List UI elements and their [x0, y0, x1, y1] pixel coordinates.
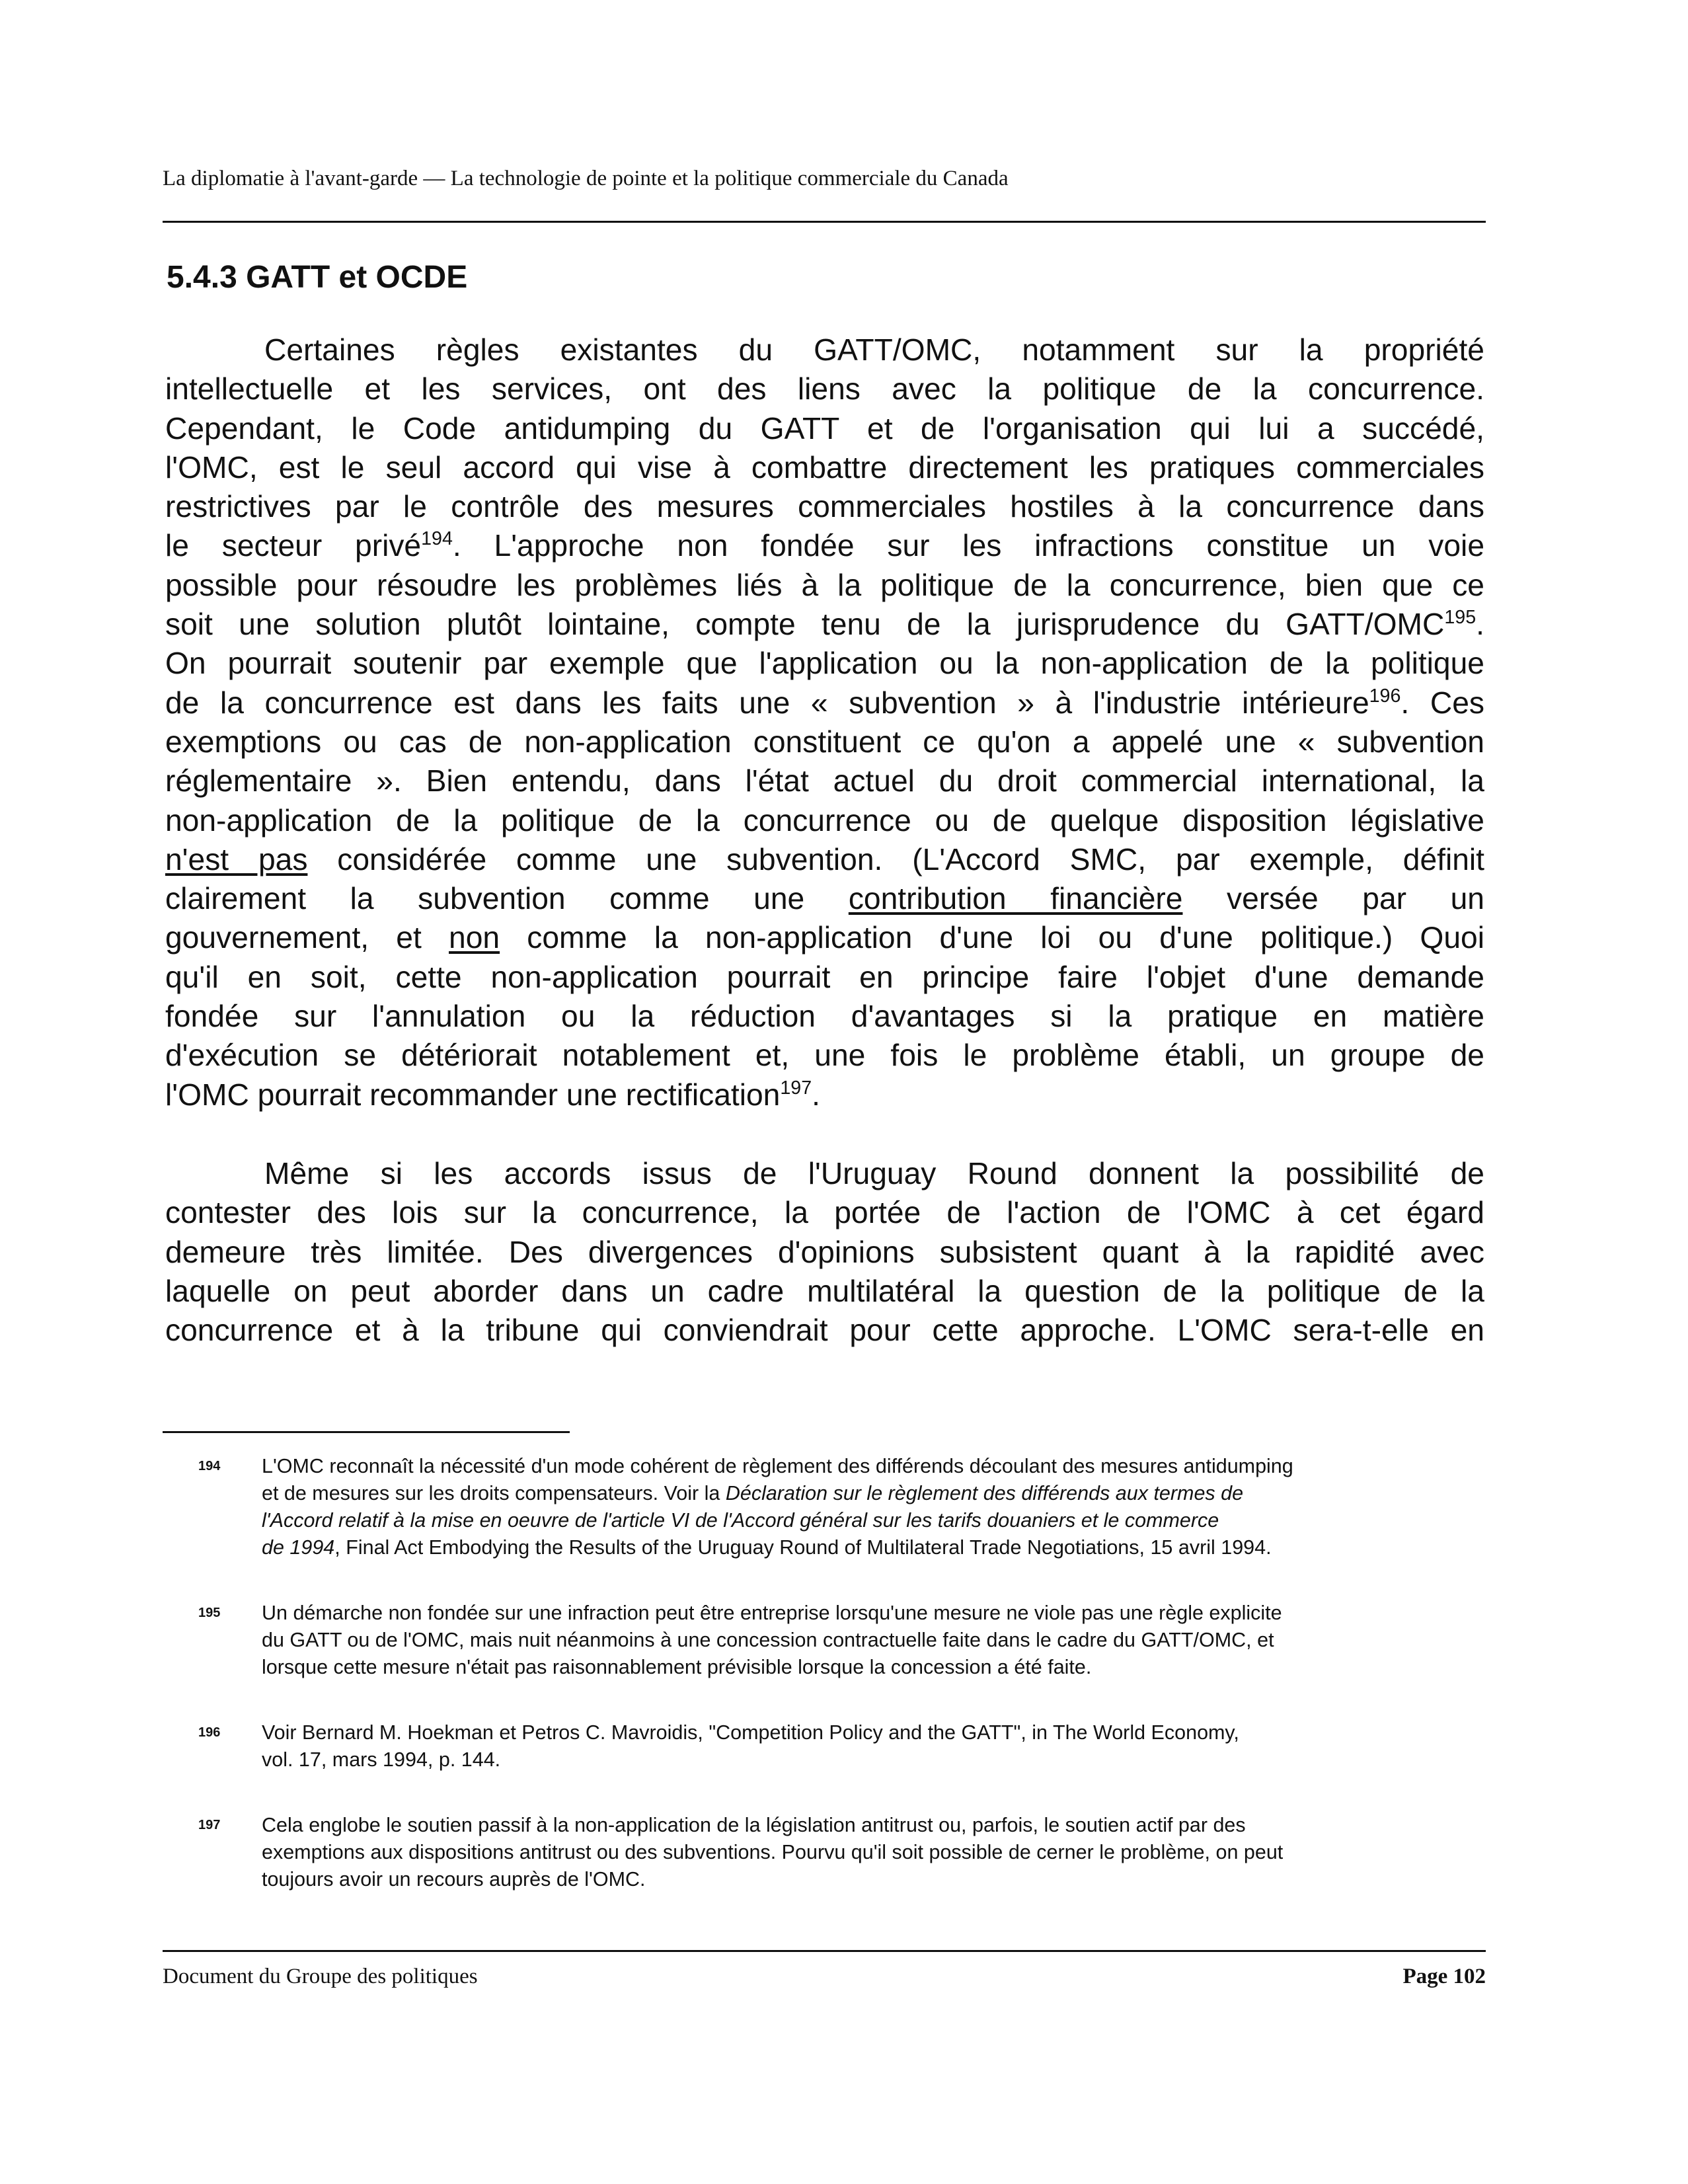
paragraph-line: laquelle on peut aborder dans un cadre multilatéral la question de la politique de la [165, 1273, 1484, 1308]
page-number: Page 102 [1402, 1965, 1486, 1988]
paragraph-line: possible pour résoudre les problèmes liés à la politique de la concurrence, bien que ce [165, 567, 1484, 602]
footnote-ref-194: 194 [421, 528, 453, 550]
footnote-195 [163, 1600, 1491, 1681]
paragraph-line: On pourrait soutenir par exemple que l'application ou la non-application de la politique [165, 646, 1484, 681]
footnote-number: 196 [198, 1725, 221, 1740]
footnotes [163, 1453, 1491, 1931]
paragraph-line: gouvernement, et non comme la non-application d'une loi ou d'une politique.) Quoi [165, 920, 1484, 955]
paragraph-line: l'OMC pourrait recommander une rectification$^{197}$. [165, 1077, 820, 1112]
paragraph-line: Cependant, le Code antidumping du GATT et de l'organisation qui lui a succédé, [165, 410, 1484, 446]
footnote-ref-197: 197 [780, 1077, 812, 1099]
paragraph-line: concurrence et à la tribune qui conviendrait pour cette approche. L'OMC sera-t-elle en [165, 1313, 1484, 1348]
paragraph-line: soit une solution plutôt lointaine, compte tenu de la jurisprudence du GATT/OMC$^{195}$. [165, 606, 1484, 642]
paragraph-line: restrictives par le contrôle des mesures commerciales hostiles à la concurrence dans [165, 489, 1484, 524]
footnote-line: Cela englobe le soutien passif à la non-application de la législation antitrust ou, parfois, le soutien actif par des [262, 1814, 1246, 1836]
footnote-line: l'Accord relatif à la mise en oeuvre de l'article VI de l'Accord général sur les tarifs douaniers et le commerce [262, 1509, 1219, 1532]
underlined-phrase: non [449, 920, 500, 955]
paragraph-line: qu'il en soit, cette non-application pourrait en principe faire l'objet d'une demande [165, 959, 1484, 994]
paragraph-line: n'est pas considérée comme une subvention. (L'Accord SMC, par exemple, définit [165, 841, 1485, 877]
footnote-line: vol. 17, mars 1994, p. 144. [262, 1748, 501, 1771]
paragraph-line: Même si les accords issus de l'Uruguay Round donnent la possibilité de [264, 1156, 1484, 1190]
paragraph-line: non-application de la politique de la concurrence ou de quelque disposition législative [165, 802, 1484, 838]
underlined-phrase: n'est pas [165, 841, 308, 877]
running-header: La diplomatie à l'avant-garde — La technologie de pointe et la politique commerciale du Canada [163, 167, 1009, 190]
footnote-line: Voir Bernard M. Hoekman et Petros C. Mavroidis, "Competition Policy and the GATT", in The World Economy, [262, 1721, 1239, 1744]
paragraph-line: contester des lois sur la concurrence, la portée de l'action de l'OMC à cet égard [165, 1195, 1484, 1230]
underlined-phrase: contribution financière [848, 881, 1183, 916]
footnote-separator [163, 1431, 570, 1433]
paragraph-line: de la concurrence est dans les faits une « subvention » à l'industrie intérieure$^{196}$. Ces [165, 685, 1484, 720]
footnote-ref-196: 196 [1369, 685, 1401, 707]
footnote-line: lorsque cette mesure n'était pas raisonnablement prévisible lorsque la concession a été faite. [262, 1656, 1092, 1678]
footnote-line: et de mesures sur les droits compensateurs. Voir la Déclaration sur le règlement des différends aux termes de [262, 1482, 1244, 1504]
footer-rule [163, 1950, 1486, 1952]
footer-document-label: Document du Groupe des politiques [163, 1965, 478, 1988]
paragraph-line: exemptions ou cas de non-application constituent ce qu'on a appelé une « subvention [165, 724, 1484, 759]
footnote-line: de 1994, Final Act Embodying the Results of the Uruguay Round of Multilateral Trade Negotiations, 15 avril 1994. [262, 1536, 1272, 1559]
footnote-number: 194 [198, 1459, 221, 1473]
footnote-197 [163, 1812, 1491, 1893]
paragraph-line: fondée sur l'annulation ou la réduction d'avantages si la pratique en matière [165, 999, 1484, 1034]
section-heading: 5.4.3 GATT et OCDE [167, 260, 468, 295]
footnote-line: exemptions aux dispositions antitrust ou des subventions. Pourvu qu'il soit possible de cerner le problème, on peut [262, 1841, 1284, 1863]
footnote-194 [163, 1453, 1491, 1561]
paragraph-1 [165, 331, 1484, 1114]
paragraph-line: Certaines règles existantes du GATT/OMC, notamment sur la propriété [264, 332, 1484, 367]
paragraph-line: d'exécution se détériorait notablement et, une fois le problème établi, un groupe de [165, 1038, 1484, 1073]
footnote-196 [163, 1719, 1491, 1774]
paragraph-line: réglementaire ». Bien entendu, dans l'état actuel du droit commercial international, la [165, 763, 1484, 799]
header-rule [163, 221, 1486, 223]
paragraph-line: l'OMC, est le seul accord qui vise à combattre directement les pratiques commerciales [165, 449, 1484, 485]
paragraph-2 [165, 1154, 1484, 1350]
footnote-number: 197 [198, 1818, 221, 1832]
footnote-line: toujours avoir un recours auprès de l'OMC. [262, 1868, 646, 1891]
paragraph-line: demeure très limitée. Des divergences d'opinions subsistent quant à la rapidité avec [165, 1234, 1484, 1269]
footnote-line: du GATT ou de l'OMC, mais nuit néanmoins à une concession contractuelle faite dans le cadre du GATT/OMC, et [262, 1629, 1274, 1651]
footnote-number: 195 [198, 1606, 221, 1620]
footnote-ref-195: 195 [1444, 606, 1477, 628]
paragraph-line: clairement la subvention comme une contribution financière versée par un [165, 881, 1484, 916]
footnote-line: L'OMC reconnaît la nécessité d'un mode cohérent de règlement des différends découlant des mesures antidumping [262, 1455, 1293, 1477]
footnote-line: Un démarche non fondée sur une infraction peut être entreprise lorsqu'une mesure ne viole pas une règle explicite [262, 1602, 1282, 1624]
paragraph-line: intellectuelle et les services, ont des liens avec la politique de la concurrence. [165, 371, 1484, 407]
paragraph-line: le secteur privé$^{194}$. L'approche non fondée sur les infractions constitue un voie [165, 528, 1485, 563]
